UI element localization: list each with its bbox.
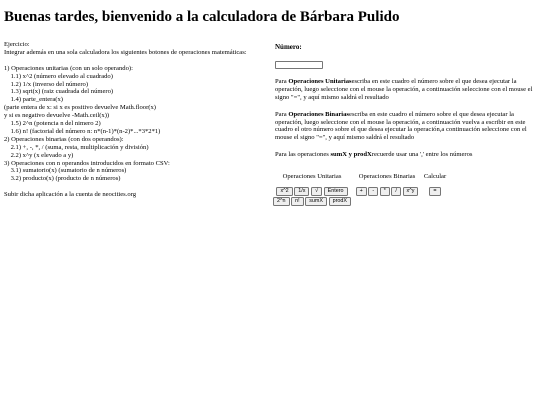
integer-part-button[interactable]: Entero <box>324 187 348 196</box>
description-line: 3.2) producto(x) (producto de n números) <box>10 175 121 183</box>
divide-button[interactable]: / <box>391 187 401 196</box>
description-line: 2.1) +, -, *, / (suma, resta, multiplicación y división) <box>10 143 149 151</box>
description-line: 1.5) 2^n (potencia n del nimero 2) <box>10 120 101 128</box>
unitarias-heading: Operaciones Unitarias <box>282 173 342 180</box>
description-line: (parte entera de x: si x es positivo devuelve Math.floor(x) <box>4 104 156 112</box>
factorial-button[interactable]: n! <box>291 197 304 206</box>
blank-line <box>4 183 266 191</box>
description-line: Subir dicha aplicación a la cuenta de neocities.org <box>4 191 137 199</box>
description-line: 1.1) x^2 (número elevado al cuadrado) <box>10 72 113 80</box>
description-line: 1.3) sqrt(x) (raiz cuadrada del número) <box>10 88 114 96</box>
calcular-group <box>421 173 449 196</box>
power-button[interactable]: x^y <box>403 187 419 196</box>
multiply-button[interactable]: * <box>380 187 390 196</box>
description-line: 3) Operaciones con n operandos introducidos en formato CSV: <box>4 159 170 167</box>
description-line: 1.4) parte_entera(x) <box>10 96 63 104</box>
exercise-description <box>4 41 266 199</box>
inverse-button[interactable]: 1/x <box>294 187 309 196</box>
description-line: Integrar además en una sola calculadora los siguientes botones de operaciones matemáticas: <box>4 48 247 56</box>
square-button[interactable]: x^2 <box>276 187 292 196</box>
description-line: 2.2) x^y (x elevado a y) <box>10 151 74 159</box>
description-line: y si es negativo devuelve -Math.ceil(x)) <box>4 112 110 120</box>
page-title: Buenas tardes, bienvenido a la calculadora de Bárbara Pulido <box>4 9 400 25</box>
description-line: 1) Operaciones unitarias (con un solo operando): <box>4 64 133 72</box>
product-button[interactable]: prodX <box>329 197 351 206</box>
calculator-panel <box>275 44 537 159</box>
unitarias-group <box>275 173 349 206</box>
instructions-binarias: Para Operaciones Binariasescriba en este cuadro el número sobre el que desea ejecutar la operación, luego seleccione con el mouse la operación, a continuación vuelva a escribir en este cuadro el otro número sobre el que desea ejecutar la operación,a continuación seleccione con el mouse el signo "=", y aquí mismo saldrá el resultado <box>275 110 527 142</box>
equals-button[interactable]: = <box>429 187 440 196</box>
instructions-n-operandos: Para las operaciones sumX y prodXrecuerde usar una ',' entre los números <box>275 151 473 159</box>
sqrt-button[interactable]: √ <box>311 187 322 196</box>
description-line: 1.6) n! (factorial del número n: n*(n-1)*(n-2)*...*3*2*1) <box>10 127 161 135</box>
description-line: 2) Operaciones binarias (con dos operandos): <box>4 135 124 143</box>
power-of-two-button[interactable]: 2^n <box>273 197 290 206</box>
numero-label: Número: <box>275 43 302 51</box>
description-line: 3.1) sumatorio(x) (sumatorio de n números) <box>10 167 127 175</box>
numero-input[interactable] <box>275 61 323 69</box>
description-line: Ejercicio: <box>4 41 30 48</box>
sum-button[interactable]: sumX <box>305 197 327 206</box>
binarias-heading: Operaciones Binarias <box>358 173 416 180</box>
subtract-button[interactable]: - <box>368 187 378 196</box>
calcular-heading: Calcular <box>423 173 447 180</box>
binarias-group <box>357 173 417 196</box>
blank-line <box>4 57 266 65</box>
description-line: 1.2) 1/x (inverso del número) <box>10 80 89 88</box>
add-button[interactable]: + <box>356 187 367 196</box>
instructions-unitarias: Para Operaciones Unitariasescriba en este cuadro el número sobre el que desea ejecutar la operación, luego seleccione con el mouse la operación, a continuación seleccione con el mouse el signo "=", y aquí mismo saldrá el resultado <box>275 77 533 101</box>
